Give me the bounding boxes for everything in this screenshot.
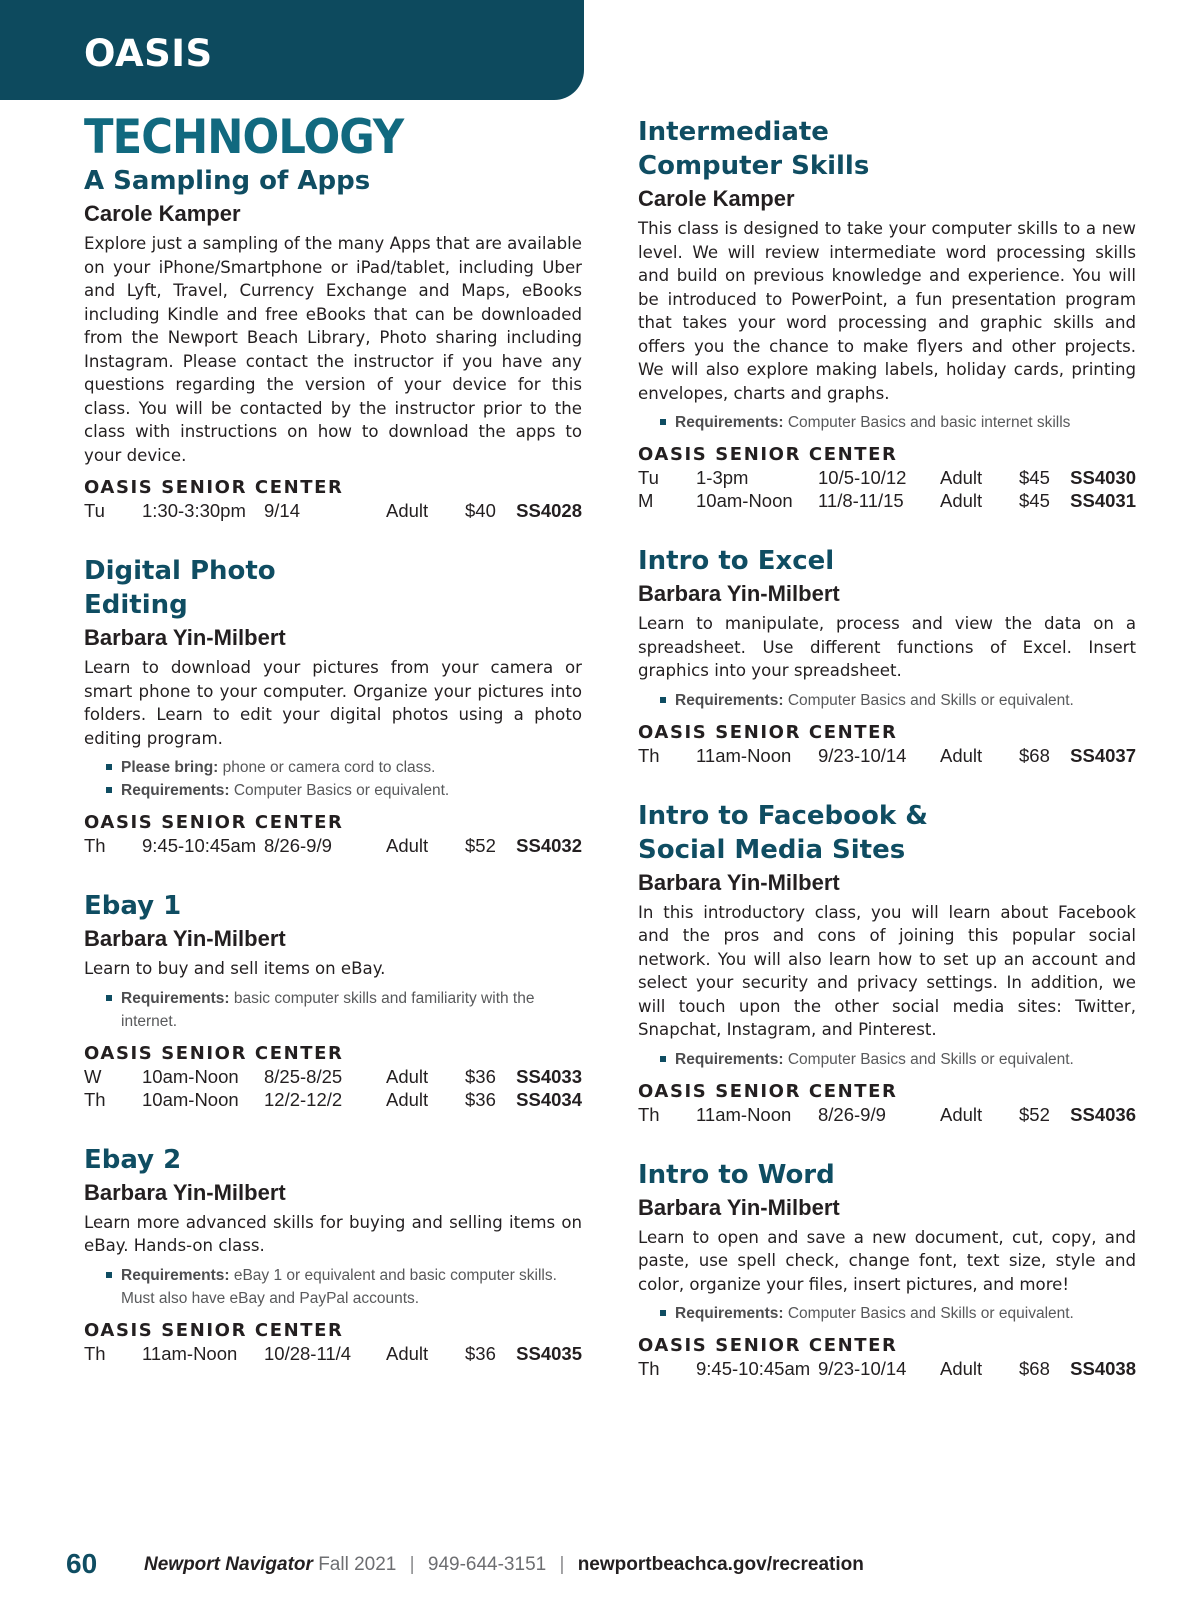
- course-description: Learn to manipulate, process and view the data on a spreadsheet. Use different functions of Excel. Insert graphics into your spreadsheet.: [638, 614, 1136, 680]
- session-dates: 9/14: [264, 500, 301, 521]
- website-link[interactable]: newportbeachca.gov/recreation: [577, 1554, 864, 1575]
- session-price: $40: [465, 500, 496, 521]
- note-label: Requirements:: [121, 989, 230, 1007]
- session-time: 10am-Noon: [142, 1065, 239, 1087]
- schedule-row: [84, 1342, 582, 1365]
- session-day: Th: [84, 1088, 106, 1110]
- note-text: Computer Basics and Skills or equivalent.: [783, 1305, 1074, 1322]
- session-time: 1:30-3:30pm: [142, 500, 246, 521]
- note-item: [638, 411, 1136, 434]
- session-price: $36: [465, 1088, 496, 1110]
- page-title: TECHNOLOGY: [84, 110, 404, 165]
- schedule-row: [84, 1088, 582, 1111]
- session-age: Adult: [386, 500, 429, 521]
- course-description: In this introductory class, you will learn about Facebook and the pros and cons of joining this popular social network. You will also learn how to set up an account and select your security and privacy settings. In addition, we will touch upon the other social media sites: Twitter, Snapchat, Instagram, and Pinterest.: [638, 902, 1136, 1039]
- bullet-square-icon: [660, 697, 666, 703]
- session-price: $68: [1019, 1358, 1050, 1379]
- note-text: basic computer skills and familiarity with the internet.: [121, 989, 535, 1030]
- session-dates: 9/23-10/14: [818, 1358, 907, 1379]
- course-title: Intermediate: [638, 117, 829, 147]
- session-dates: 9/23-10/14: [818, 744, 907, 766]
- schedule-row: [84, 834, 582, 857]
- schedule-row: [638, 1103, 1136, 1126]
- session-dates: 10/5-10/12: [818, 467, 907, 488]
- session-day: W: [84, 1065, 102, 1087]
- course-listing: [638, 1158, 1136, 1381]
- course-code: SS4037: [1070, 744, 1136, 766]
- course-title: Intro to Facebook &: [638, 800, 928, 831]
- course-code: SS4030: [1070, 467, 1136, 488]
- session-age: Adult: [940, 467, 983, 488]
- note-text: phone or camera cord to class.: [218, 759, 436, 776]
- venue-name: OASIS SENIOR CENTER: [84, 812, 344, 833]
- note-text: Computer Basics and basic internet skills: [783, 414, 1071, 431]
- bullet-square-icon: [660, 1310, 666, 1316]
- session-dates: 10/28-11/4: [264, 1342, 352, 1364]
- course-notes: [638, 1302, 1136, 1325]
- separator: |: [409, 1554, 415, 1575]
- course-description: Explore just a sampling of the many Apps that are available on your iPhone/Smartphone or iPad/tablet, including Uber and Lyft, Travel, Currency Exchange and Maps, eBooks including Kindle and free eBooks that can be downloaded from the Newport Beach Library, Photo sharing including Instagram. Please contact the instructor if you have any questions regarding the version of your device for this class. You will be contacted by the instructor prior to the class with instructions on how to download the apps to your device.: [84, 234, 582, 465]
- note-label: Requirements:: [675, 414, 784, 431]
- note-item: [84, 779, 582, 802]
- course-title: Ebay 2: [84, 1144, 182, 1175]
- note-label: Requirements:: [675, 691, 784, 709]
- session-time: 10am-Noon: [142, 1088, 239, 1110]
- note-item: [638, 1048, 1136, 1071]
- course-listing: [84, 164, 582, 522]
- course-code: SS4033: [516, 1065, 582, 1087]
- schedule-row: [638, 744, 1136, 767]
- session-price: $36: [465, 1065, 496, 1087]
- right-course-list: [638, 115, 1136, 1380]
- season: Fall 2021: [318, 1554, 397, 1575]
- instructor-name: Barbara Yin-Milbert: [84, 926, 286, 951]
- course-listing: [84, 1143, 582, 1365]
- note-text: eBay 1 or equivalent and basic computer skills. Must also have eBay and PayPal accounts.: [121, 1266, 557, 1307]
- course-code: SS4034: [516, 1088, 582, 1110]
- bullet-square-icon: [660, 1056, 666, 1062]
- session-time: 9:45-10:45am: [696, 1358, 811, 1379]
- session-price: $45: [1019, 467, 1050, 488]
- schedule-row: [638, 466, 1136, 489]
- session-time: 11am-Noon: [142, 1342, 238, 1364]
- instructor-name: Carole Kamper: [84, 201, 241, 226]
- session-price: $52: [465, 835, 496, 856]
- schedule-row: [84, 499, 582, 522]
- session-age: Adult: [940, 490, 983, 511]
- session-day: M: [638, 490, 654, 511]
- note-label: Requirements:: [121, 1266, 230, 1284]
- phone-number: 949-644-3151: [427, 1554, 547, 1575]
- note-text: Computer Basics and Skills or equivalent.: [783, 691, 1074, 709]
- left-course-list: [84, 164, 582, 1365]
- course-title: Intro to Excel: [638, 546, 835, 576]
- session-time: 11am-Noon: [696, 744, 792, 766]
- course-description: Learn to buy and sell items on eBay.: [84, 959, 386, 978]
- schedule-row: [638, 1357, 1136, 1380]
- separator: |: [559, 1554, 565, 1575]
- venue-name: OASIS SENIOR CENTER: [638, 1080, 898, 1102]
- session-dates: 8/26-9/9: [818, 1103, 886, 1125]
- session-time: 11am-Noon: [696, 1103, 792, 1125]
- note-item: [638, 1302, 1136, 1325]
- course-notes: [84, 1264, 582, 1310]
- venue-name: OASIS SENIOR CENTER: [638, 444, 898, 465]
- session-price: $68: [1019, 744, 1050, 766]
- right-column: [638, 115, 1136, 1412]
- session-dates: 12/2-12/2: [264, 1088, 343, 1110]
- venue-name: OASIS SENIOR CENTER: [638, 1335, 898, 1356]
- course-listing: [84, 889, 582, 1111]
- course-notes: [84, 756, 582, 802]
- course-code: SS4031: [1070, 490, 1136, 511]
- note-item: [84, 756, 582, 779]
- course-code: SS4038: [1070, 1358, 1136, 1379]
- session-dates: 8/26-9/9: [264, 835, 332, 856]
- venue-name: OASIS SENIOR CENTER: [84, 477, 344, 498]
- note-item: [84, 987, 582, 1033]
- instructor-name: Barbara Yin-Milbert: [638, 869, 840, 895]
- session-price: $45: [1019, 490, 1050, 511]
- venue-name: OASIS SENIOR CENTER: [638, 721, 898, 743]
- session-price: $36: [465, 1342, 496, 1364]
- note-text: Computer Basics or equivalent.: [229, 782, 450, 799]
- session-day: Th: [638, 1103, 660, 1125]
- instructor-name: Carole Kamper: [638, 186, 795, 211]
- session-time: 9:45-10:45am: [142, 835, 257, 856]
- schedule-row: [638, 489, 1136, 512]
- bullet-square-icon: [106, 1272, 112, 1278]
- session-day: Tu: [84, 500, 105, 521]
- session-day: Th: [84, 835, 106, 856]
- course-description: Learn to open and save a new document, cut, copy, and paste, use spell check, change font, text size, style and color, organize your files, insert pictures, and more!: [638, 1227, 1136, 1294]
- course-title: A Sampling of Apps: [84, 166, 371, 196]
- course-notes: [638, 411, 1136, 434]
- course-title: Editing: [84, 590, 188, 620]
- course-listing: [638, 115, 1136, 512]
- note-label: Requirements:: [675, 1050, 784, 1068]
- session-age: Adult: [386, 1342, 429, 1364]
- session-age: Adult: [386, 835, 429, 856]
- instructor-name: Barbara Yin-Milbert: [84, 625, 286, 650]
- session-day: Th: [638, 1358, 660, 1379]
- publication-name: Newport Navigator: [144, 1554, 313, 1575]
- session-time: 10am-Noon: [696, 490, 793, 511]
- session-dates: 8/25-8/25: [264, 1065, 343, 1087]
- venue-name: OASIS SENIOR CENTER: [84, 1042, 344, 1064]
- course-title: Digital Photo: [84, 556, 276, 586]
- session-day: Th: [84, 1342, 106, 1364]
- venue-name: OASIS SENIOR CENTER: [84, 1319, 344, 1341]
- bullet-square-icon: [106, 995, 112, 1001]
- note-label: Please bring:: [121, 759, 219, 776]
- instructor-name: Barbara Yin-Milbert: [84, 1179, 286, 1205]
- footer-info: [144, 1554, 864, 1576]
- note-text: Computer Basics and Skills or equivalent.: [783, 1050, 1074, 1068]
- page-number: 60: [66, 1548, 98, 1579]
- session-price: $52: [1019, 1103, 1050, 1125]
- note-label: Requirements:: [121, 782, 230, 799]
- course-code: SS4028: [516, 500, 582, 521]
- course-title: Social Media Sites: [638, 834, 906, 865]
- session-age: Adult: [386, 1065, 429, 1087]
- section-banner: [0, 0, 584, 100]
- left-column: [84, 112, 582, 1397]
- session-age: Adult: [940, 1358, 983, 1379]
- course-notes: [84, 987, 582, 1033]
- banner-title: OASIS: [84, 32, 213, 75]
- course-notes: [638, 689, 1136, 712]
- course-code: SS4036: [1070, 1103, 1136, 1125]
- note-label: Requirements:: [675, 1305, 784, 1322]
- page-footer: [66, 1548, 1066, 1588]
- session-day: Th: [638, 744, 660, 766]
- note-item: [84, 1264, 582, 1310]
- bullet-square-icon: [106, 787, 112, 793]
- session-age: Adult: [940, 1103, 983, 1125]
- bullet-square-icon: [660, 419, 666, 425]
- course-description: Learn more advanced skills for buying and selling items on eBay. Hands-on class.: [84, 1212, 582, 1255]
- bullet-square-icon: [106, 764, 112, 770]
- course-listing: [84, 554, 582, 857]
- course-description: This class is designed to take your computer skills to a new level. We will review intermediate word processing skills and build on previous knowledge and experience. You will be introduced to PowerPoint, a fun presentation program that takes your word processing and graphic skills and offers you the chance to make flyers and other projects. We will also explore making labels, holiday cards, printing envelopes, charts and graphs.: [638, 219, 1136, 403]
- instructor-name: Barbara Yin-Milbert: [638, 1194, 840, 1220]
- session-dates: 11/8-11/15: [818, 490, 904, 511]
- instructor-name: Barbara Yin-Milbert: [638, 581, 840, 606]
- course-notes: [638, 1048, 1136, 1071]
- course-listing: [638, 544, 1136, 767]
- session-age: Adult: [940, 744, 983, 766]
- course-code: SS4032: [516, 835, 582, 856]
- course-title: Intro to Word: [638, 1159, 835, 1190]
- session-day: Tu: [638, 467, 659, 488]
- course-title: Ebay 1: [84, 891, 182, 921]
- course-listing: [638, 799, 1136, 1126]
- session-age: Adult: [386, 1088, 429, 1110]
- schedule-row: [84, 1065, 582, 1088]
- course-code: SS4035: [516, 1342, 582, 1364]
- session-time: 1-3pm: [696, 467, 749, 488]
- course-title: Computer Skills: [638, 151, 870, 181]
- note-item: [638, 689, 1136, 712]
- course-description: Learn to download your pictures from your camera or smart phone to your computer. Organize your pictures into folders. Learn to edit your digital photos using a photo editing program.: [84, 658, 582, 748]
